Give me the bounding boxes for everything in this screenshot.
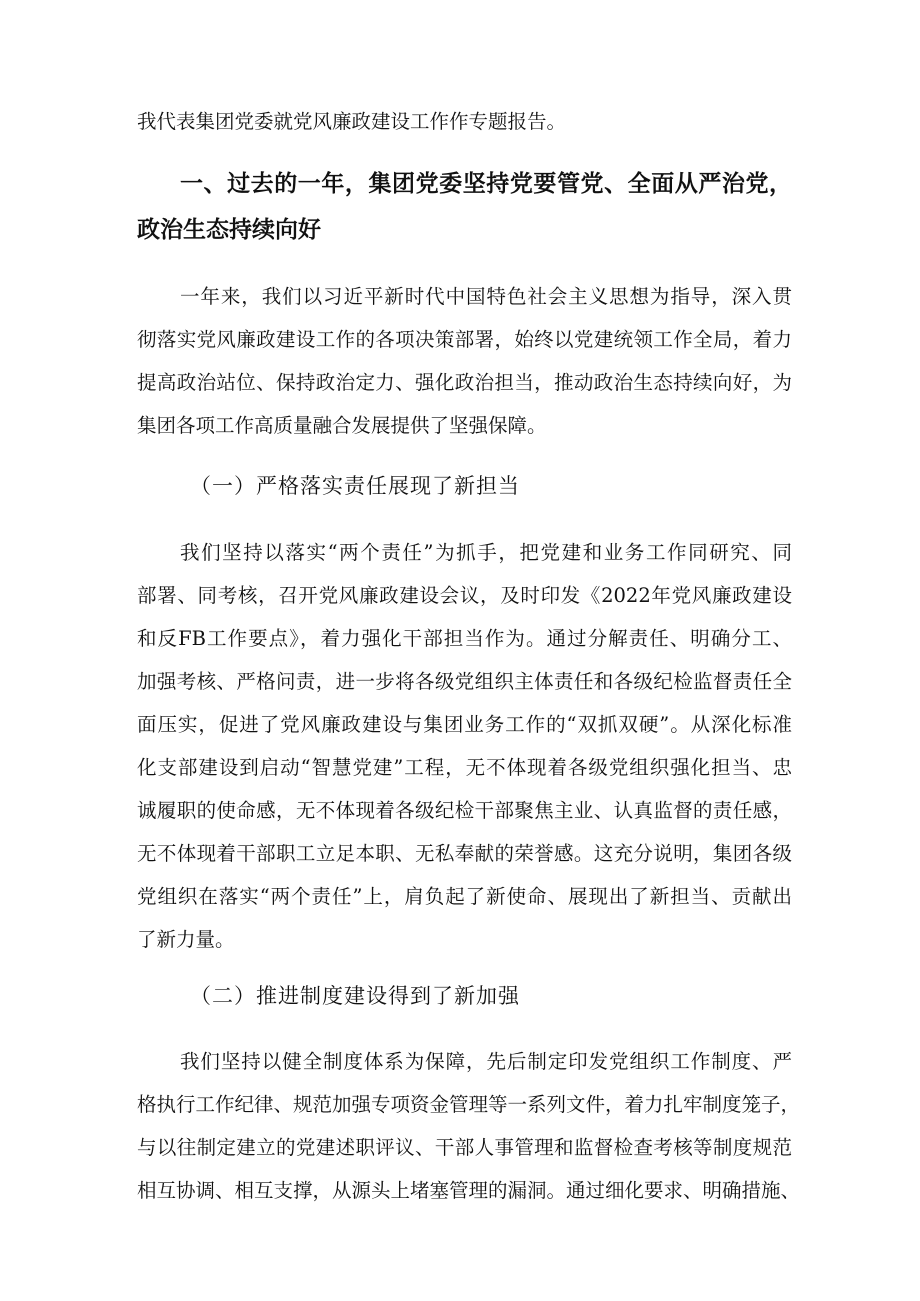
section-heading-line-2: 政治生态持续向好 bbox=[137, 217, 321, 243]
paragraph-line: 提高政治站位、保持政治定力、强化政治担当，推动政治生态持续向好，为 bbox=[137, 371, 792, 394]
paragraph-line: 党组织在落实“两个责任”上，肩负起了新使命、展现出了新担当、贡献出 bbox=[137, 885, 792, 908]
paragraph-line: 诚履职的使命感，无不体现着各级纪检干部聚焦主业、认真监督的责任感， bbox=[137, 799, 792, 822]
paragraph-line: 了新力量。 bbox=[137, 928, 235, 951]
paragraph-line: 加强考核、严格问责，进一步将各级党组织主体责任和各级纪检监督责任全 bbox=[137, 670, 792, 693]
paragraph-line: 我们坚持以落实“两个责任”为抓手，把党建和业务工作同研究、同 bbox=[180, 541, 792, 564]
paragraph-line: 面压实，促进了党风廉政建设与集团业务工作的“双抓双硬”。从深化标准 bbox=[137, 713, 792, 736]
paragraph-line: 一年来，我们以习近平新时代中国特色社会主义思想为指导，深入贯 bbox=[180, 285, 792, 308]
intro-line: 我代表集团党委就党风廉政建设工作作专题报告。 bbox=[137, 110, 567, 133]
paragraph-line: 无不体现着干部职工立足本职、无私奉献的荣誉感。这充分说明，集团各级 bbox=[137, 842, 792, 865]
paragraph-line: 集团各项工作高质量融合发展提供了坚强保障。 bbox=[137, 414, 547, 437]
paragraph-line: 和反FB工作要点》，着力强化干部担当作为。通过分解责任、明确分工、 bbox=[137, 627, 792, 650]
subsection-heading-1: （一）严格落实责任展现了新担当 bbox=[190, 474, 520, 498]
paragraph-line: 格执行工作纪律、规范加强专项资金管理等一系列文件，着力扎牢制度笼子， bbox=[137, 1093, 801, 1116]
paragraph-line: 化支部建设到启动“智慧党建”工程，无不体现着各级党组织强化担当、忠 bbox=[137, 756, 792, 779]
section-heading-line-1: 一、过去的一年，集团党委坚持党要管党、全面从严治党， bbox=[180, 171, 792, 197]
paragraph-line: 与以往制定建立的党建述职评议、干部人事管理和监督检查考核等制度规范 bbox=[137, 1136, 792, 1159]
paragraph-line: 部署、同考核，召开党风廉政建设会议，及时印发《2022年党风廉政建设 bbox=[137, 584, 792, 607]
paragraph-line: 我们坚持以健全制度体系为保障，先后制定印发党组织工作制度、严 bbox=[180, 1050, 792, 1073]
paragraph-line: 彻落实党风廉政建设工作的各项决策部署，始终以党建统领工作全局，着力 bbox=[137, 328, 792, 351]
paragraph-line: 相互协调、相互支撑，从源头上堵塞管理的漏洞。通过细化要求、明确措施、 bbox=[137, 1179, 801, 1202]
subsection-heading-2: （二）推进制度建设得到了新加强 bbox=[190, 984, 520, 1008]
